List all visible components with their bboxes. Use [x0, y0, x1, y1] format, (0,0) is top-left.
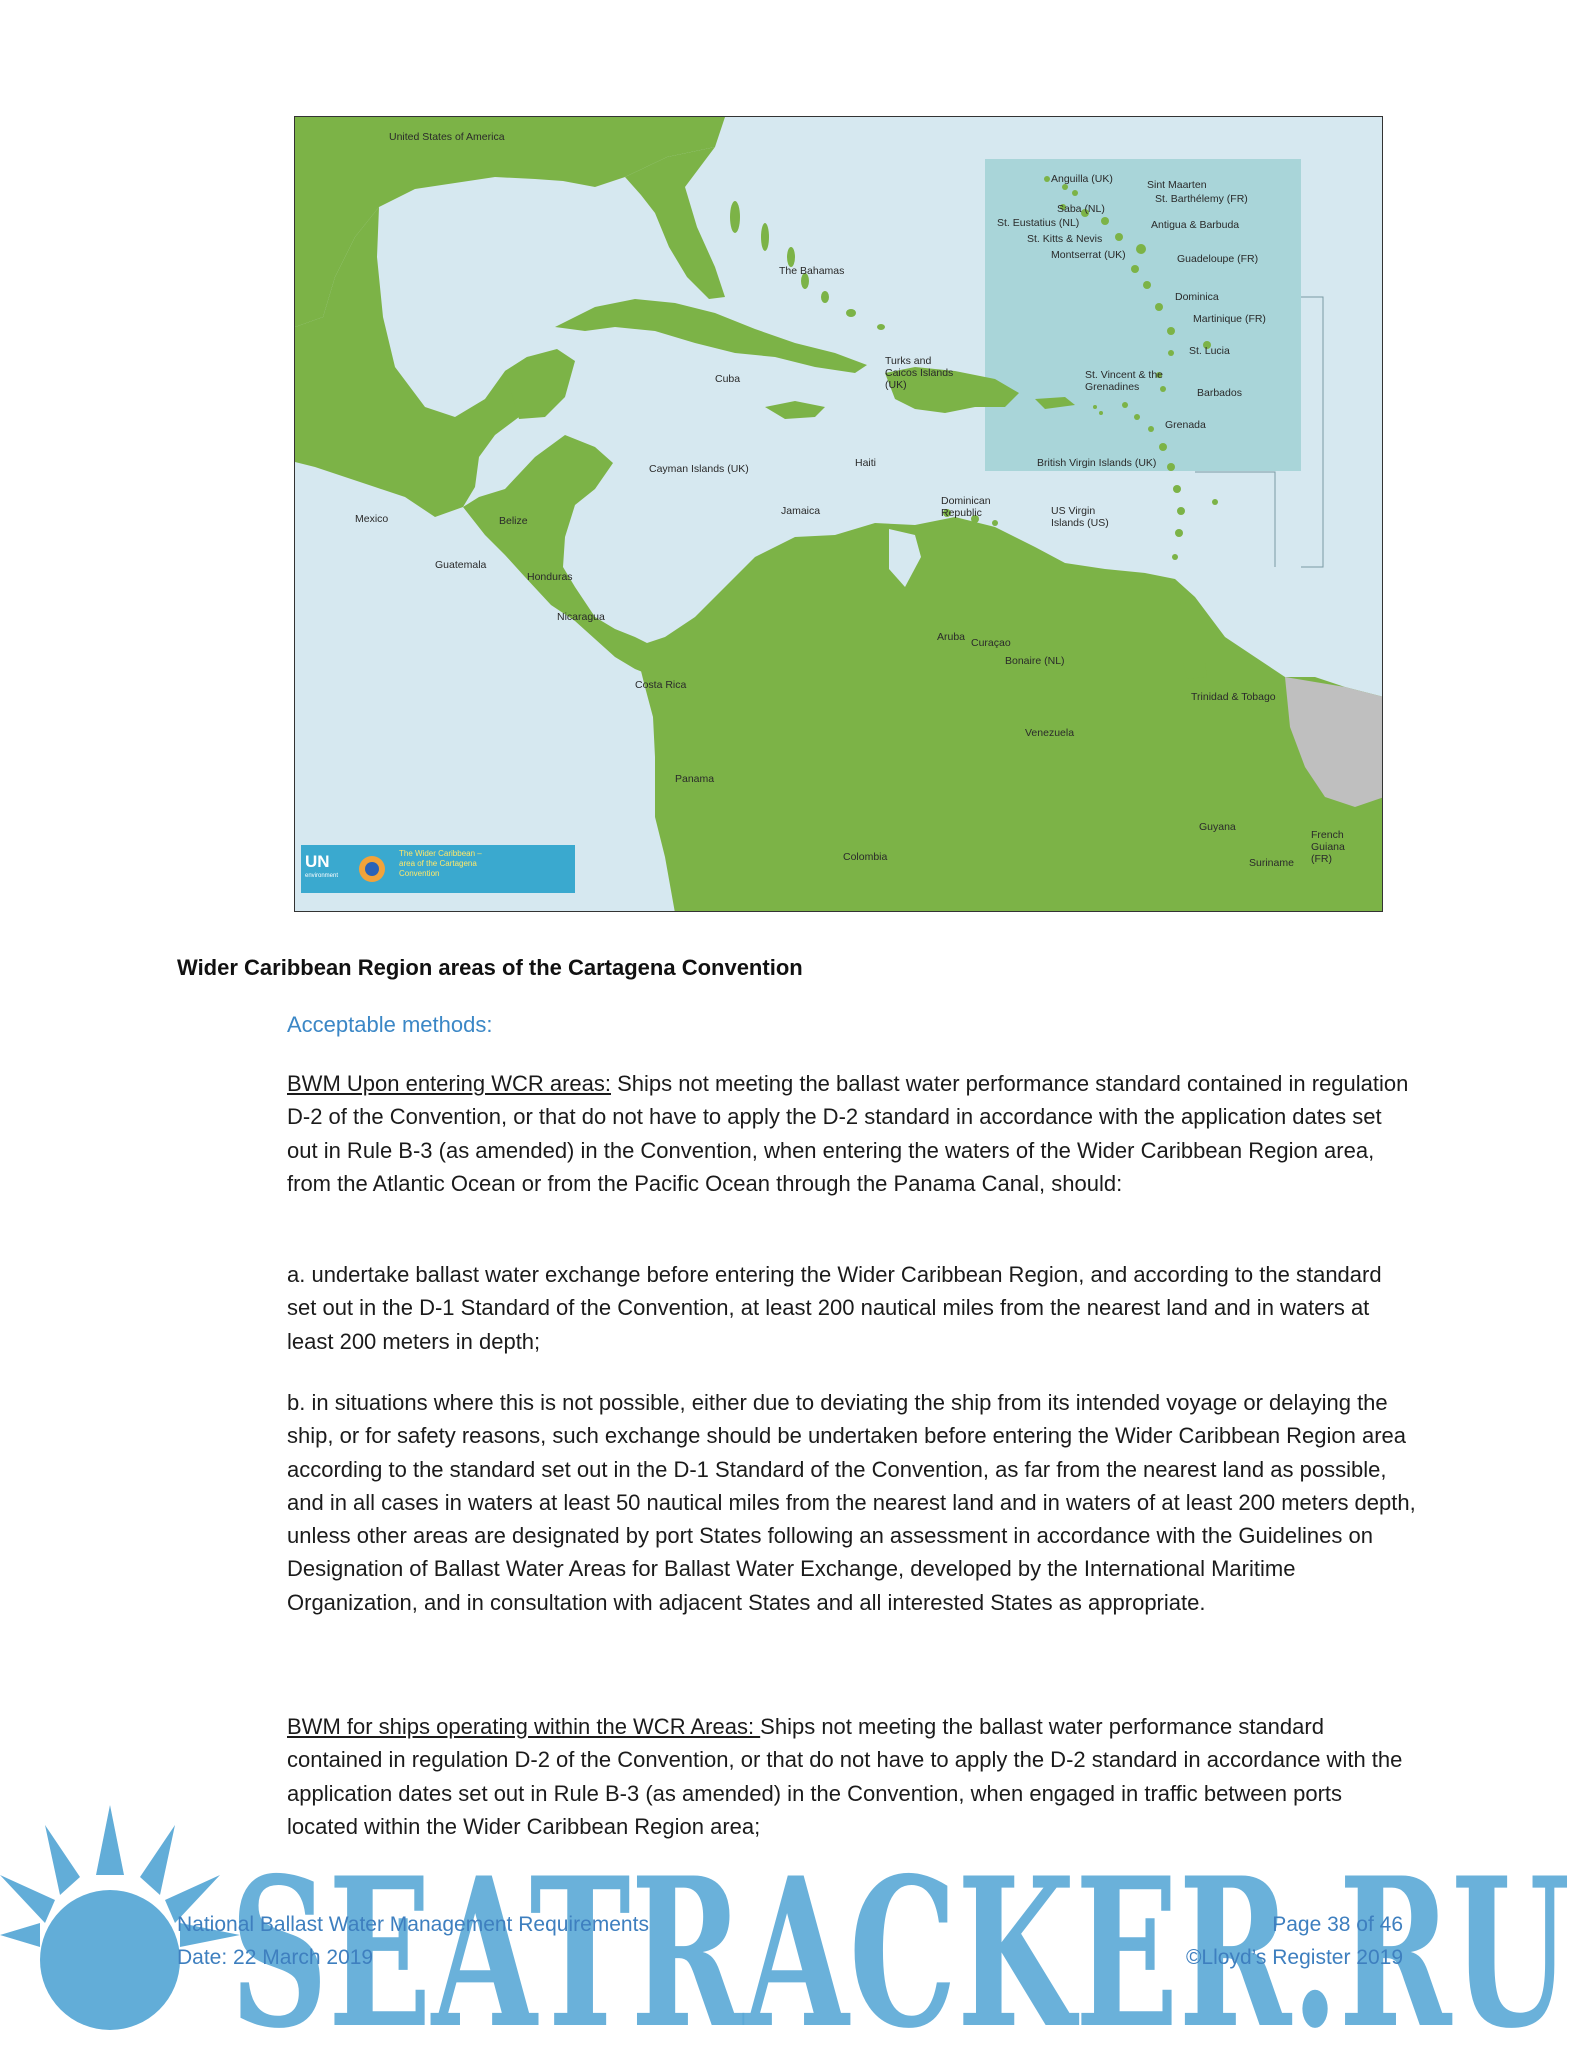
caribbean-map — [294, 116, 1383, 912]
paragraph-within-wcr-label: BWM for ships operating within the WCR Areas: — [287, 1714, 761, 1739]
paragraph-entering-wcr-label: BWM Upon entering WCR areas: — [287, 1071, 611, 1096]
map-label-jamaica: Jamaica — [781, 505, 821, 517]
map-label-venezuela: Venezuela — [1025, 727, 1075, 739]
map-label-nicaragua: Nicaragua — [557, 611, 605, 623]
legend-brand-sub: environment — [305, 873, 339, 879]
map-label-guyana: Guyana — [1199, 821, 1236, 833]
footer-page: Page 38 of 46 — [1272, 1913, 1403, 1936]
legend-brand: UN — [305, 852, 330, 871]
map-label-costa-rica: Costa Rica — [635, 679, 687, 691]
map-label-aruba: Aruba — [937, 631, 966, 643]
footer-copyright: ©Lloyd’s Register 2019 — [1185, 1946, 1403, 1969]
map-label-dominican-republic: Dominican Republic — [941, 495, 991, 519]
inset-label-st-vincent: St. Vincent & the Grenadines — [1085, 369, 1164, 393]
map-label-cayman: Cayman Islands (UK) — [649, 463, 749, 475]
inset-label-st-lucia: St. Lucia — [1189, 345, 1230, 357]
inset-label-guadeloupe: Guadeloupe (FR) — [1177, 253, 1259, 265]
inset-label-anguilla: Anguilla (UK) — [1051, 173, 1113, 185]
acceptable-methods-subheading: Acceptable methods: — [287, 1012, 493, 1037]
footer-doc-title: National Ballast Water Management Requirements — [177, 1913, 649, 1936]
map-label-usa: United States of America — [389, 131, 505, 143]
inset-label-saba: Saba (NL) — [1057, 203, 1105, 215]
inset-label-antigua: Antigua & Barbuda — [1151, 219, 1240, 231]
map-label-bvi: British Virgin Islands (UK) — [1037, 457, 1157, 469]
map-label-french-guiana: French Guiana (FR) — [1311, 829, 1345, 865]
map-label-bonaire: Bonaire (NL) — [1005, 655, 1065, 667]
paragraph-within-wcr-text: Ships not meeting the ballast water performance standard contained in regulation D-2 of the Convention, or that do not have to apply the D-2 standard in accordance with the application dates set out in Rule B-3 (as amended) in the Convention, when engaged in traffic between ports located within the Wider Caribbean Region area; — [287, 1714, 1403, 1839]
map-label-honduras: Honduras — [527, 571, 573, 583]
inset-label-barbados: Barbados — [1197, 387, 1242, 399]
inset-label-dominica: Dominica — [1175, 291, 1219, 303]
section-heading: Wider Caribbean Region areas of the Cartagena Convention — [177, 955, 803, 980]
inset-label-sint-maarten: Sint Maarten — [1147, 179, 1207, 191]
inset-label-st-barthelemy: St. Barthélemy (FR) — [1155, 193, 1248, 205]
paragraph-item-a: a. undertake ballast water exchange before entering the Wider Caribbean Region, and according to the standard set out in the D-1 Standard of the Convention, at least 200 nautical miles from the nearest land and in waters at least 200 meters in depth; — [287, 1262, 1382, 1354]
watermark-text: SEATRACKER.RU — [230, 1834, 1570, 2046]
inset-label-montserrat: Montserrat (UK) — [1051, 249, 1126, 261]
map-label-guatemala: Guatemala — [435, 559, 487, 571]
legend-caption: The Wider Caribbean – area of the Cartagena Convention — [399, 849, 482, 878]
map-label-suriname: Suriname — [1249, 857, 1294, 869]
map-label-mexico: Mexico — [355, 513, 389, 525]
map-label-turks-caicos: Turks and Caicos Islands (UK) — [885, 355, 954, 391]
map-label-usvi: US Virgin Islands (US) — [1051, 505, 1109, 529]
paragraph-entering-wcr-text: Ships not meeting the ballast water performance standard contained in regulation D-2 of the Convention, or that do not have to apply the D-2 standard in accordance with the application dates set out in Rule B-3 (as amended) in the Convention, when entering the waters of the Wider Caribbean Region area, from the Atlantic Ocean or from the Pacific Ocean through the Panama Canal, should: — [287, 1071, 1409, 1196]
inset-label-st-kitts: St. Kitts & Nevis — [1027, 233, 1103, 245]
map-label-colombia: Colombia — [843, 851, 888, 863]
paragraph-item-b: b. in situations where this is not possible, either due to deviating the ship from its intended voyage or delaying the ship, or for safety reasons, such exchange should be undertaken before entering the Wider Caribbean Region area according to the standard set out in the D-1 Standard of the Convention, as far from the nearest land as possible, and in all cases in waters at least 50 nautical miles from the nearest land and in waters of at least 200 meters depth, unless other areas are designated by port States following an assessment in accordance with the Guidelines on Designation of Ballast Water Areas for Ballast Water Exchange, developed by the International Maritime Organization, and in consultation with adjacent States and all interested States as appropriate. — [287, 1390, 1416, 1615]
map-label-trinidad-tobago: Trinidad & Tobago — [1191, 691, 1276, 703]
inset-label-grenada: Grenada — [1165, 419, 1206, 431]
map-label-haiti: Haiti — [855, 457, 877, 469]
map-label-curacao: Curaçao — [971, 637, 1011, 649]
map-label-belize: Belize — [499, 515, 528, 527]
map-label-panama: Panama — [675, 773, 715, 785]
paragraph-entering-wcr — [287, 1067, 1417, 1200]
inset-label-martinique: Martinique (FR) — [1193, 313, 1266, 325]
inset-label-st-eustatius: St. Eustatius (NL) — [997, 217, 1080, 229]
map-label-bahamas: The Bahamas — [779, 265, 845, 277]
map-label-cuba: Cuba — [715, 373, 741, 385]
footer-date: Date: 22 March 2019 — [177, 1946, 374, 1969]
